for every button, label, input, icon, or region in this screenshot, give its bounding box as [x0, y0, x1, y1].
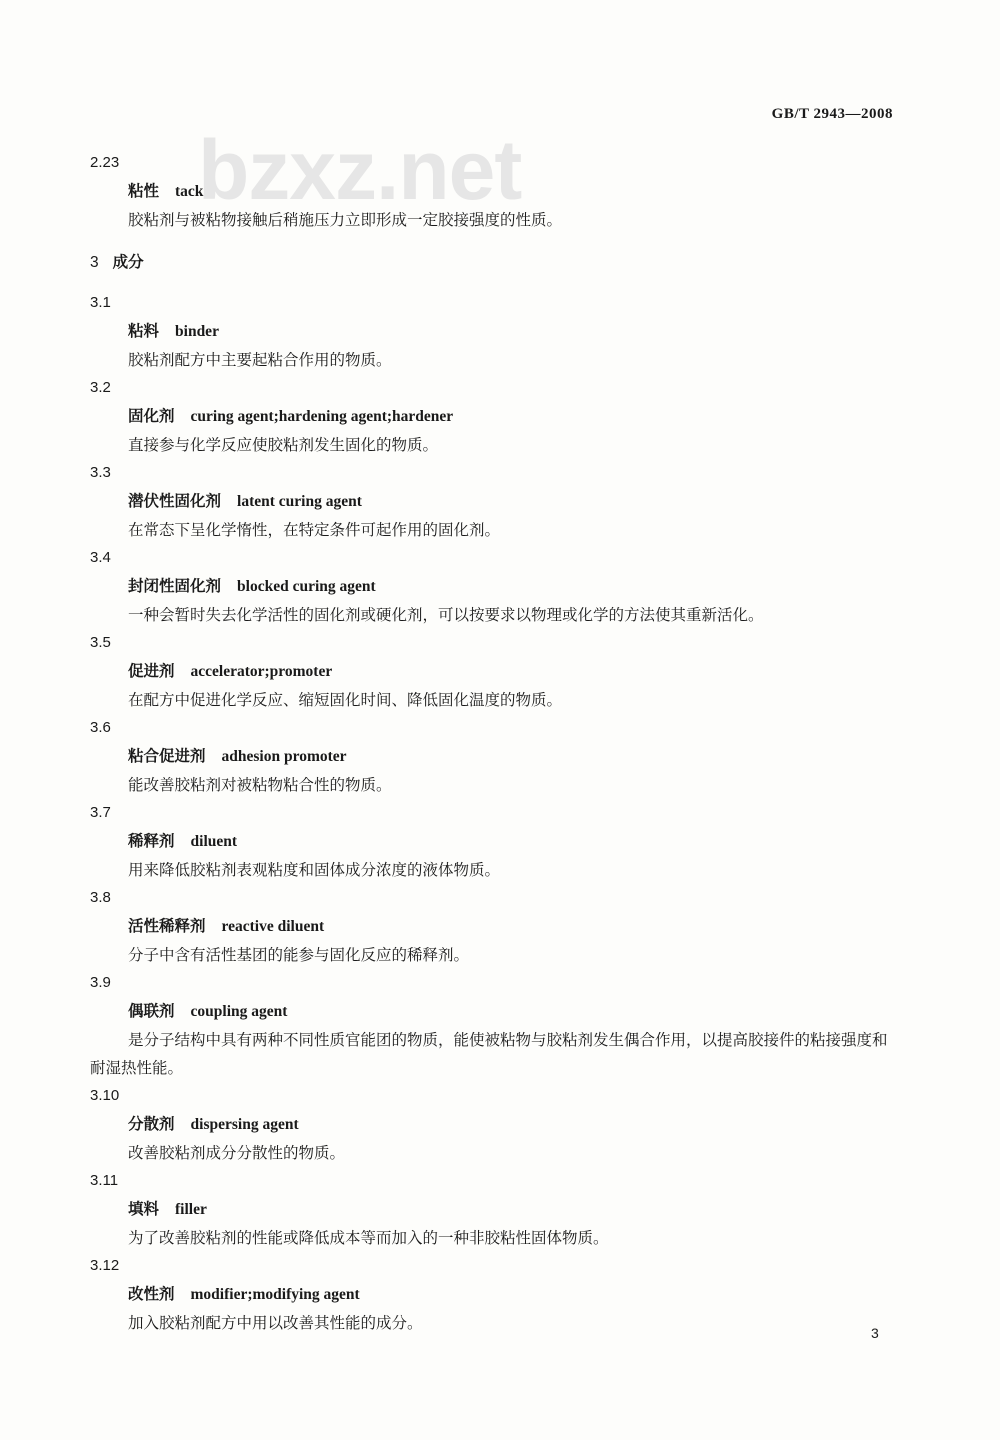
entry-number: 3.2	[90, 379, 111, 396]
term-zh: 封闭性固化剂	[128, 576, 222, 595]
entry-definition: 改善胶粘剂成分分散性的物质。	[128, 1144, 346, 1162]
entry-number: 3.4	[90, 549, 111, 566]
term-zh: 填料	[128, 1199, 160, 1218]
entry-term	[90, 742, 900, 771]
entry-term	[90, 487, 900, 516]
entry-list	[90, 289, 900, 1337]
entry	[90, 1082, 900, 1167]
entry-number: 3.5	[90, 634, 111, 651]
entry-definition: 为了改善胶粘剂的性能或降低成本等而加入的一种非胶粘性固体物质。	[128, 1229, 609, 1247]
term-en: tack	[175, 183, 204, 200]
term-en: diluent	[190, 833, 238, 850]
entry	[90, 1252, 900, 1337]
entry-definition: 胶粘剂与被粘物接触后稍施压力立即形成一定胶接强度的性质。	[128, 211, 563, 229]
entry	[90, 374, 900, 459]
entry-number: 3.6	[90, 719, 111, 736]
entry-term	[90, 657, 900, 686]
term-en: latent curing agent	[237, 493, 362, 510]
term-en: curing agent;hardening agent;hardener	[190, 408, 454, 425]
entry	[90, 884, 900, 969]
entry	[90, 969, 900, 1082]
entry-definition: 直接参与化学反应使胶粘剂发生固化的物质。	[128, 436, 439, 454]
entry-term	[90, 1195, 900, 1224]
entry-term	[90, 827, 900, 856]
entry-term	[90, 912, 900, 941]
entry-term	[90, 402, 900, 431]
term-zh: 活性稀释剂	[128, 916, 206, 935]
entry-term	[90, 997, 900, 1026]
term-zh: 粘合促进剂	[128, 746, 206, 765]
watermark: bzxz.net	[198, 123, 522, 217]
entry	[90, 459, 900, 544]
term-en: blocked curing agent	[237, 578, 376, 595]
term-zh: 促进剂	[128, 661, 175, 680]
term-zh: 稀释剂	[128, 831, 175, 850]
entry	[90, 289, 900, 374]
entry-definition: 一种会暂时失去化学活性的固化剂或硬化剂，可以按要求以物理或化学的方法使其重新活化。	[128, 606, 764, 624]
entry-definition: 是分子结构中具有两种不同性质官能团的物质，能使被粘物与胶粘剂发生偶合作用，以提高胶接件的粘接强度和耐湿热性能。	[90, 1031, 888, 1077]
entry-definition: 能改善胶粘剂对被粘物粘合性的物质。	[128, 776, 392, 794]
standard-code: GB/T 2943—2008	[771, 106, 893, 122]
entry-definition: 分子中含有活性基团的能参与固化反应的稀释剂。	[128, 946, 470, 964]
term-zh: 潜伏性固化剂	[128, 491, 222, 510]
entry-number: 3.1	[90, 294, 111, 311]
entry-definition: 用来降低胶粘剂表观粘度和固体成分浓度的液体物质。	[128, 861, 501, 879]
entry	[90, 1167, 900, 1252]
term-en: binder	[175, 323, 219, 340]
entry-number: 3.11	[90, 1172, 119, 1189]
section-title: 成分	[112, 252, 144, 271]
entry-term	[90, 1110, 900, 1139]
section-number: 3	[90, 254, 99, 271]
page-number: 3	[871, 1325, 879, 1341]
entry-number: 3.8	[90, 889, 111, 906]
entry-definition: 在配方中促进化学反应、缩短固化时间、降低固化温度的物质。	[128, 691, 563, 709]
term-zh: 分散剂	[128, 1114, 175, 1133]
term-en: reactive diluent	[221, 918, 325, 935]
entry-number: 3.9	[90, 974, 111, 991]
entry-number: 3.10	[90, 1087, 120, 1104]
term-zh: 改性剂	[128, 1284, 175, 1303]
term-en: modifier;modifying agent	[190, 1286, 360, 1303]
term-zh: 偶联剂	[128, 1001, 175, 1020]
entry-number: 3.3	[90, 464, 111, 481]
entry-number: 3.7	[90, 804, 111, 821]
entry-term	[90, 317, 900, 346]
entry-term	[90, 177, 900, 206]
document-body	[90, 149, 900, 1337]
entry	[90, 799, 900, 884]
term-en: adhesion promoter	[221, 748, 347, 765]
term-en: dispersing agent	[190, 1116, 299, 1133]
term-en: coupling agent	[190, 1003, 288, 1020]
entry	[90, 714, 900, 799]
entry-term	[90, 1280, 900, 1309]
term-zh: 粘性	[128, 181, 160, 200]
entry	[90, 544, 900, 629]
term-zh: 固化剂	[128, 406, 175, 425]
section-heading	[90, 248, 900, 277]
entry-definition: 加入胶粘剂配方中用以改善其性能的成分。	[128, 1314, 423, 1332]
term-en: filler	[175, 1201, 207, 1218]
term-zh: 粘料	[128, 321, 160, 340]
entry	[90, 629, 900, 714]
term-en: accelerator;promoter	[190, 663, 333, 680]
entry-definition: 胶粘剂配方中主要起粘合作用的物质。	[128, 351, 392, 369]
entry-definition: 在常态下呈化学惰性，在特定条件可起作用的固化剂。	[128, 521, 501, 539]
entry-number: 2.23	[90, 154, 120, 171]
entry-number: 3.12	[90, 1257, 120, 1274]
entry-term	[90, 572, 900, 601]
entry-2-23	[90, 149, 900, 234]
